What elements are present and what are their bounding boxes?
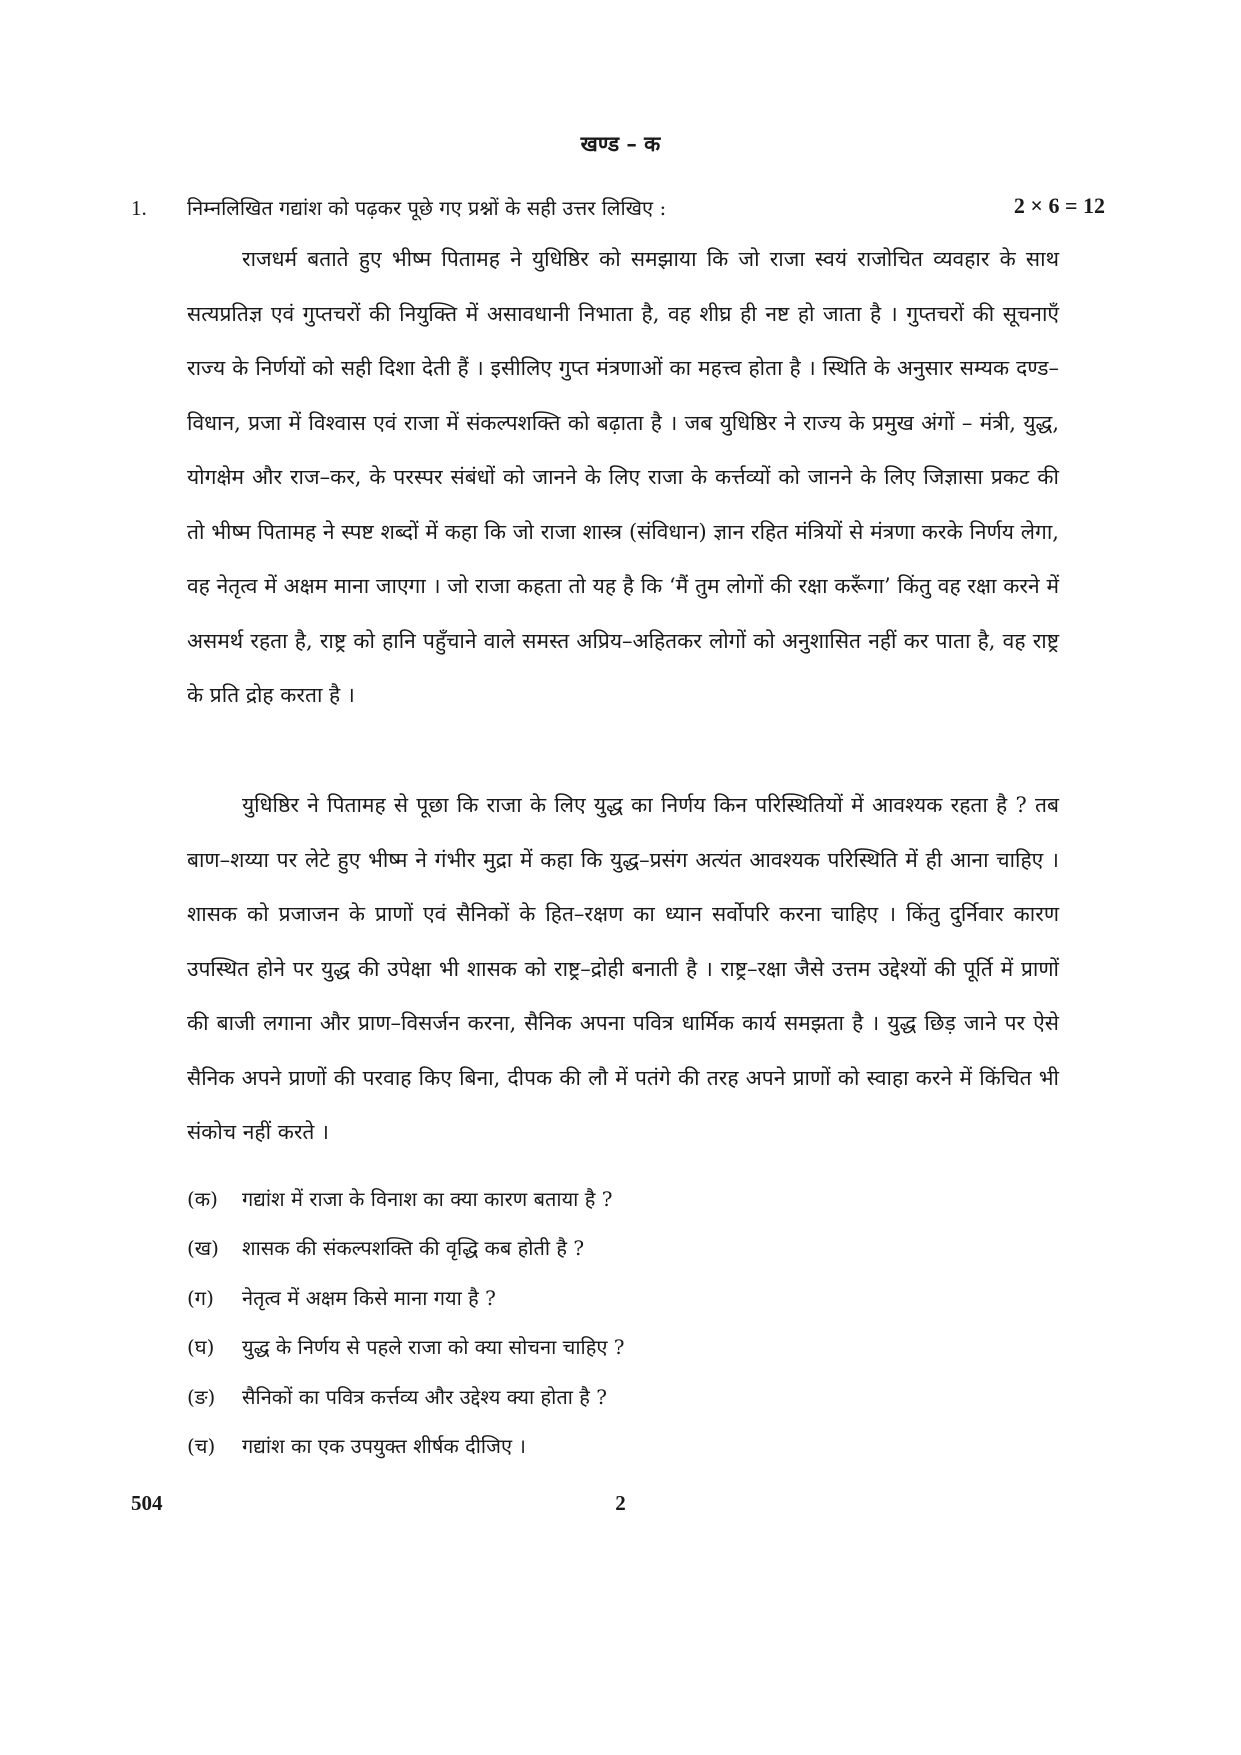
passage-paragraph: युधिष्ठिर ने पितामह से पूछा कि राजा के लिए युद्ध का निर्णय किन परिस्थितियों में आवश्यक रहता है ? तब बाण–शय्या पर लेटे हुए भीष्म ने गंभीर मुद्रा में कहा कि युद्ध–प्रसंग अत्यंत आवश्यक परिस्थिति में ही आना चाहिए । शासक को प्रजाजन के प्राणों एवं सैनिकों के हित–रक्षण का ध्यान सर्वोपरि करना चाहिए । किंतु दुर्निवार कारण उपस्थित होने पर युद्ध की उपेक्षा भी शासक को राष्ट्र–द्रोही बनाती है । राष्ट्र–रक्षा जैसे उत्तम उद्देश्यों की पूर्ति में प्राणों की बाजी लगाना और प्राण–विसर्जन करना, सैनिक अपना पवित्र धार्मिक कार्य समझता है । युद्ध छिड़ जाने पर ऐसे सैनिक अपने प्राणों की परवाह किए बिना, दीपक की लौ में पतंगे की तरह अपने प्राणों को स्वाहा करने में किंचित भी संकोच नहीं करते । <box>187 793 1059 1144</box>
sub-question-label: (ङ) <box>187 1384 216 1409</box>
page-number: 2 <box>615 1491 626 1515</box>
question-number: 1. <box>131 196 147 220</box>
sub-question-text: नेतृत्व में अक्षम किसे माना गया है ? <box>242 1285 496 1310</box>
sub-question-text: गद्यांश में राजा के विनाश का क्या कारण बताया है ? <box>242 1187 613 1211</box>
section-title: खण्ड – क <box>580 131 661 156</box>
sub-question <box>187 1323 1067 1372</box>
question-marks: 2 × 6 = 12 <box>1013 193 1105 218</box>
sub-question <box>187 1274 1067 1323</box>
sub-question-label: (ग) <box>187 1285 214 1310</box>
sub-question-label: (क) <box>187 1187 218 1211</box>
sub-question <box>187 1422 1067 1471</box>
sub-question-label: (ख) <box>187 1236 219 1261</box>
sub-question-list <box>187 1175 1067 1471</box>
paper-code: 504 <box>131 1491 163 1515</box>
passage-paragraph: राजधर्म बताते हुए भीष्म पितामह ने युधिष्ठिर को समझाया कि जो राजा स्वयं राजोचित व्यवहार के साथ सत्यप्रतिज्ञ एवं गुप्तचरों की नियुक्ति में असावधानी निभाता है, वह शीघ्र ही नष्ट हो जाता है । गुप्तचरों की सूचनाएँ राज्य के निर्णयों को सही दिशा देती हैं । इसीलिए गुप्त मंत्रणाओं का महत्त्व होता है । स्थिति के अनुसार सम्यक दण्ड–विधान, प्रजा में विश्वास एवं राजा में संकल्पशक्ति को बढ़ाता है । जब युधिष्ठिर ने राज्य के प्रमुख अंगों – मंत्री, युद्ध, योगक्षेम और राज–कर, के परस्पर संबंधों को जानने के लिए राजा के कर्त्तव्यों को जानने के लिए जिज्ञासा प्रकट की तो भीष्म पितामह ने स्पष्ट शब्दों में कहा कि जो राजा शास्त्र (संविधान) ज्ञान रहित मंत्रियों से मंत्रणा करके निर्णय लेगा, वह नेतृत्व में अक्षम माना जाएगा । जो राजा कहता तो यह है कि ‘मैं तुम लोगों की रक्षा करूँगा’ किंतु वह रक्षा करने में असमर्थ रहता है, राष्ट्र को हानि पहुँचाने वाले समस्त अप्रिय–अहितकर लोगों को अनुशासित नहीं कर पाता है, वह राष्ट्र के प्रति द्रोह करता है । <box>187 247 1059 707</box>
sub-question-label: (घ) <box>187 1335 215 1360</box>
sub-question-label: (च) <box>187 1433 216 1458</box>
question-instruction: निम्नलिखित गद्यांश को पढ़कर पूछे गए प्रश्नों के सही उत्तर लिखिए : <box>187 196 667 220</box>
sub-question-text: युद्ध के निर्णय से पहले राजा को क्या सोचना चाहिए ? <box>242 1335 625 1360</box>
sub-question-text: शासक की संकल्पशक्ति की वृद्धि कब होती है ? <box>242 1236 585 1261</box>
sub-question-text: सैनिकों का पवित्र कर्त्तव्य और उद्देश्य क्या होता है ? <box>242 1384 607 1409</box>
sub-question <box>187 1175 1067 1224</box>
sub-question-text: गद्यांश का एक उपयुक्त शीर्षक दीजिए । <box>242 1433 526 1458</box>
sub-question <box>187 1224 1067 1273</box>
sub-question <box>187 1373 1067 1422</box>
